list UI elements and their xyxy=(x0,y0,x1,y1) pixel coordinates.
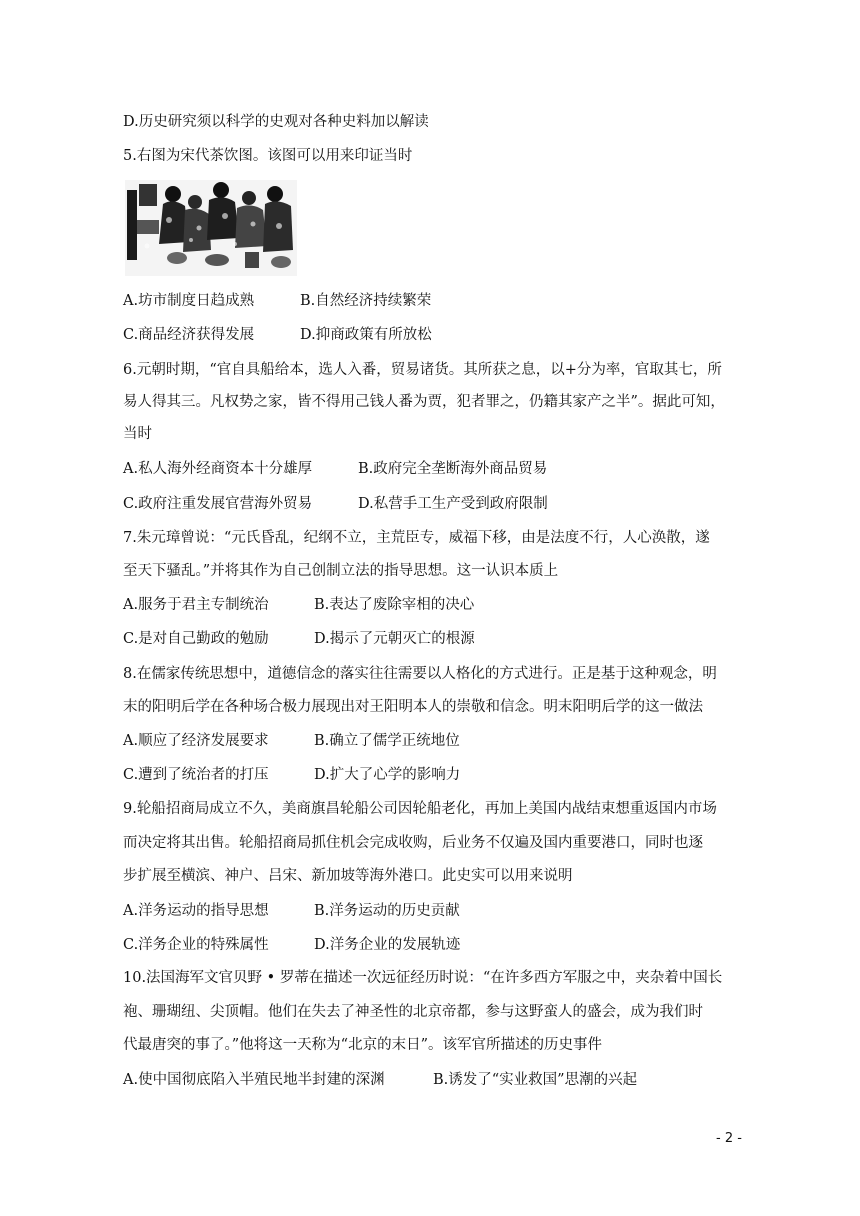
q5-option-c: C.商品经济获得发展 xyxy=(123,327,255,343)
q7-option-c: C.是对自己勤政的勉励 xyxy=(123,631,269,647)
q7-option-a: A.服务于君主专制统治 xyxy=(123,597,269,613)
song-tea-drinking-image xyxy=(125,180,297,276)
q9-option-a: A.洋务运动的指导思想 xyxy=(123,903,269,919)
q10-stem-line-1: 10.法国海军文官贝野 • 罗蒂在描述一次远征经历时说：“在许多西方军服之中，夹杂着中国长 xyxy=(123,970,723,986)
q5-option-b: B.自然经济持续繁荣 xyxy=(300,293,432,309)
q9-option-d: D.洋务企业的发展轨迹 xyxy=(314,937,461,953)
q8-option-d: D.扩大了心学的影响力 xyxy=(314,767,461,783)
q5-option-a: A.坊市制度日趋成熟 xyxy=(123,293,255,309)
q9-stem-line-1: 9.轮船招商局成立不久，美商旗昌轮船公司因轮船老化，再加上美国内战结束想重返国内市场 xyxy=(123,801,717,817)
q5-option-d: D.抑商政策有所放松 xyxy=(300,327,432,343)
q10-option-a: A.使中国彻底陷入半殖民地半封建的深渊 xyxy=(123,1072,385,1088)
q6-stem-line-1: 6.元朝时期，“官自具船给本，选人入番，贸易诸货。其所获之息，以+分为率，官取其七，所 xyxy=(123,362,722,378)
q10-option-b: B.诱发了“实业救国”思潮的兴起 xyxy=(433,1072,638,1088)
q6-option-b: B.政府完全垄断海外商品贸易 xyxy=(358,461,548,477)
q7-option-d: D.揭示了元朝灭亡的根源 xyxy=(314,631,475,647)
q10-stem-line-3: 代最唐突的事了。”他将这一天称为“北京的末日”。该军官所描述的历史事件 xyxy=(123,1037,602,1053)
q6-option-d: D.私营手工生产受到政府限制 xyxy=(358,496,548,512)
q7-stem-line-1: 7.朱元璋曾说：“元氏昏乱，纪纲不立，主荒臣专，威福下移，由是法度不行，人心涣散，遂 xyxy=(123,530,710,546)
page-number: - 2 - xyxy=(716,1131,742,1146)
q10-stem-line-2: 袍、珊瑚纽、尖顶帽。他们在失去了神圣性的北京帝都，参与这野蛮人的盛会，成为我们时 xyxy=(123,1004,703,1020)
q9-option-b: B.洋务运动的历史贡献 xyxy=(314,903,460,919)
q7-option-b: B.表达了废除宰相的决心 xyxy=(314,597,475,613)
q8-stem-line-2: 末的阳明后学在各种场合极力展现出对王阳明本人的崇敬和信念。明末阳明后学的这一做法 xyxy=(123,699,703,715)
q8-stem-line-1: 8.在儒家传统思想中，道德信念的落实往往需要以人格化的方式进行。正是基于这种观念，明 xyxy=(123,666,717,682)
q6-option-a: A.私人海外经商资本十分雄厚 xyxy=(123,461,313,477)
q5-stem: 5.右图为宋代茶饮图。该图可以用来印证当时 xyxy=(123,148,413,164)
q4-option-d: D.历史研究须以科学的史观对各种史料加以解读 xyxy=(123,114,429,130)
q6-option-c: C.政府注重发展官营海外贸易 xyxy=(123,496,313,512)
q9-option-c: C.洋务企业的特殊属性 xyxy=(123,937,269,953)
q9-stem-line-3: 步扩展至横滨、神户、吕宋、新加坡等海外港口。此史实可以用来说明 xyxy=(123,868,573,884)
q6-stem-line-3: 当时 xyxy=(123,426,152,442)
q7-stem-line-2: 至天下骚乱。”并将其作为自己创制立法的指导思想。这一认识本质上 xyxy=(123,563,559,579)
q8-option-c: C.遭到了统治者的打压 xyxy=(123,767,269,783)
q8-option-b: B.确立了儒学正统地位 xyxy=(314,733,460,749)
q8-option-a: A.顺应了经济发展要求 xyxy=(123,733,269,749)
q9-stem-line-2: 而决定将其出售。轮船招商局抓住机会完成收购，后业务不仅遍及国内重要港口，同时也逐 xyxy=(123,835,703,851)
q6-stem-line-2: 易人得其三。凡权势之家，皆不得用己钱人番为贾，犯者罪之，仍籍其家产之半”。据此可知， xyxy=(123,394,725,410)
